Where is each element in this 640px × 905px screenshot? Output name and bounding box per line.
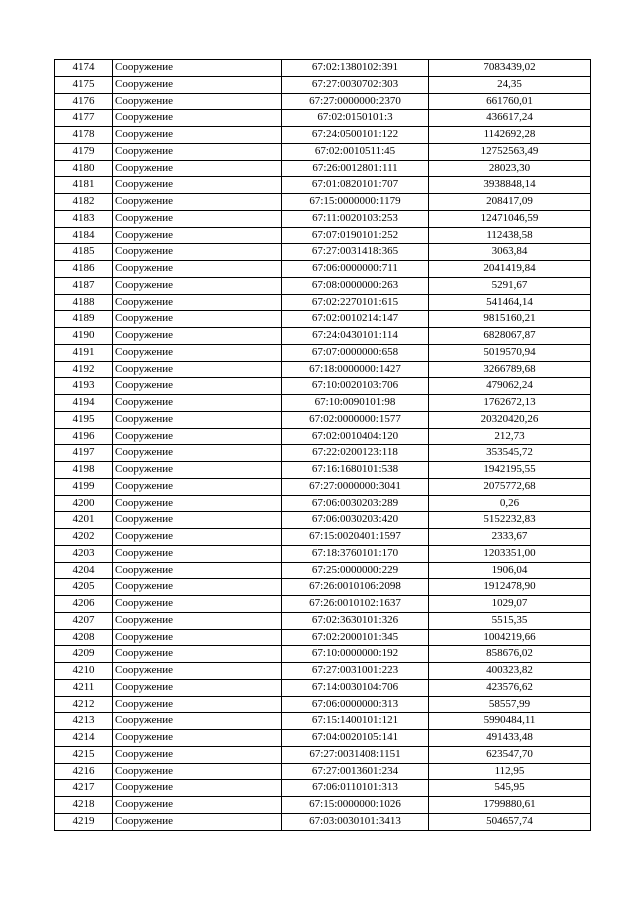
cadastral-value-cell: 1004219,66 [429,629,591,646]
row-number-cell: 4207 [55,612,113,629]
table-row [55,60,591,77]
table-row [55,160,591,177]
cadastral-value-cell: 479062,24 [429,378,591,395]
object-type-cell: Сооружение [113,730,282,747]
row-number-cell: 4188 [55,294,113,311]
object-type-cell: Сооружение [113,663,282,680]
row-number-cell: 4196 [55,428,113,445]
object-type-cell: Сооружение [113,411,282,428]
cadastral-number-cell: 67:02:2000101:345 [282,629,429,646]
registry-table [54,59,591,831]
row-number-cell: 4201 [55,512,113,529]
table-row [55,261,591,278]
cadastral-value-cell: 9815160,21 [429,311,591,328]
cadastral-value-cell: 1942195,55 [429,462,591,479]
object-type-cell: Сооружение [113,545,282,562]
object-type-cell: Сооружение [113,746,282,763]
object-type-cell: Сооружение [113,361,282,378]
row-number-cell: 4217 [55,780,113,797]
cadastral-value-cell: 545,95 [429,780,591,797]
table-row [55,813,591,830]
object-type-cell: Сооружение [113,529,282,546]
table-row [55,696,591,713]
cadastral-number-cell: 67:15:0000000:1026 [282,797,429,814]
cadastral-value-cell: 20320420,26 [429,411,591,428]
cadastral-value-cell: 3266789,68 [429,361,591,378]
row-number-cell: 4206 [55,596,113,613]
cadastral-number-cell: 67:02:0150101:3 [282,110,429,127]
table-row [55,562,591,579]
table-row [55,328,591,345]
object-type-cell: Сооружение [113,227,282,244]
object-type-cell: Сооружение [113,428,282,445]
row-number-cell: 4183 [55,210,113,227]
row-number-cell: 4219 [55,813,113,830]
cadastral-number-cell: 67:18:0000000:1427 [282,361,429,378]
row-number-cell: 4198 [55,462,113,479]
row-number-cell: 4197 [55,445,113,462]
table-row [55,143,591,160]
object-type-cell: Сооружение [113,194,282,211]
object-type-cell: Сооружение [113,210,282,227]
cadastral-number-cell: 67:25:0000000:229 [282,562,429,579]
object-type-cell: Сооружение [113,311,282,328]
table-row [55,227,591,244]
cadastral-number-cell: 67:15:1400101:121 [282,713,429,730]
table-row [55,663,591,680]
row-number-cell: 4195 [55,411,113,428]
cadastral-value-cell: 1799880,61 [429,797,591,814]
cadastral-value-cell: 3938848,14 [429,177,591,194]
cadastral-number-cell: 67:18:3760101:170 [282,545,429,562]
table-row [55,478,591,495]
object-type-cell: Сооружение [113,629,282,646]
row-number-cell: 4213 [55,713,113,730]
table-row [55,713,591,730]
cadastral-value-cell: 858676,02 [429,646,591,663]
cadastral-value-cell: 1906,04 [429,562,591,579]
row-number-cell: 4218 [55,797,113,814]
table-row [55,110,591,127]
object-type-cell: Сооружение [113,244,282,261]
object-type-cell: Сооружение [113,713,282,730]
table-row [55,428,591,445]
cadastral-number-cell: 67:27:0031001:223 [282,663,429,680]
cadastral-number-cell: 67:02:0000000:1577 [282,411,429,428]
row-number-cell: 4215 [55,746,113,763]
cadastral-number-cell: 67:10:0090101:98 [282,395,429,412]
cadastral-value-cell: 1762672,13 [429,395,591,412]
row-number-cell: 4191 [55,344,113,361]
row-number-cell: 4186 [55,261,113,278]
table-row [55,93,591,110]
cadastral-value-cell: 1912478,90 [429,579,591,596]
cadastral-value-cell: 423576,62 [429,679,591,696]
table-row [55,596,591,613]
object-type-cell: Сооружение [113,143,282,160]
table-row [55,780,591,797]
row-number-cell: 4192 [55,361,113,378]
cadastral-number-cell: 67:01:0820101:707 [282,177,429,194]
table-row [55,210,591,227]
cadastral-number-cell: 67:10:0020103:706 [282,378,429,395]
row-number-cell: 4193 [55,378,113,395]
cadastral-number-cell: 67:06:0110101:313 [282,780,429,797]
cadastral-number-cell: 67:02:0010511:45 [282,143,429,160]
cadastral-value-cell: 5990484,11 [429,713,591,730]
row-number-cell: 4211 [55,679,113,696]
table-row [55,746,591,763]
cadastral-value-cell: 5515,35 [429,612,591,629]
table-row [55,545,591,562]
cadastral-number-cell: 67:15:0020401:1597 [282,529,429,546]
cadastral-value-cell: 112438,58 [429,227,591,244]
object-type-cell: Сооружение [113,763,282,780]
table-row [55,462,591,479]
object-type-cell: Сооружение [113,562,282,579]
row-number-cell: 4189 [55,311,113,328]
cadastral-number-cell: 67:27:0000000:3041 [282,478,429,495]
object-type-cell: Сооружение [113,679,282,696]
cadastral-number-cell: 67:26:0010106:2098 [282,579,429,596]
object-type-cell: Сооружение [113,344,282,361]
table-row [55,445,591,462]
object-type-cell: Сооружение [113,512,282,529]
row-number-cell: 4184 [55,227,113,244]
table-row [55,512,591,529]
table-row [55,646,591,663]
object-type-cell: Сооружение [113,294,282,311]
object-type-cell: Сооружение [113,696,282,713]
cadastral-number-cell: 67:27:0031418:365 [282,244,429,261]
cadastral-value-cell: 212,73 [429,428,591,445]
cadastral-value-cell: 58557,99 [429,696,591,713]
row-number-cell: 4214 [55,730,113,747]
cadastral-value-cell: 541464,14 [429,294,591,311]
row-number-cell: 4177 [55,110,113,127]
row-number-cell: 4202 [55,529,113,546]
cadastral-number-cell: 67:03:0030101:3413 [282,813,429,830]
cadastral-number-cell: 67:16:1680101:538 [282,462,429,479]
row-number-cell: 4174 [55,60,113,77]
cadastral-value-cell: 2075772,68 [429,478,591,495]
object-type-cell: Сооружение [113,127,282,144]
row-number-cell: 4181 [55,177,113,194]
cadastral-number-cell: 67:02:2270101:615 [282,294,429,311]
row-number-cell: 4210 [55,663,113,680]
cadastral-value-cell: 2041419,84 [429,261,591,278]
row-number-cell: 4180 [55,160,113,177]
row-number-cell: 4212 [55,696,113,713]
cadastral-value-cell: 1029,07 [429,596,591,613]
row-number-cell: 4190 [55,328,113,345]
object-type-cell: Сооружение [113,277,282,294]
cadastral-number-cell: 67:22:0200123:118 [282,445,429,462]
object-type-cell: Сооружение [113,780,282,797]
cadastral-number-cell: 67:10:0000000:192 [282,646,429,663]
row-number-cell: 4194 [55,395,113,412]
row-number-cell: 4208 [55,629,113,646]
row-number-cell: 4175 [55,76,113,93]
table-row [55,378,591,395]
object-type-cell: Сооружение [113,462,282,479]
cadastral-number-cell: 67:02:0010404:120 [282,428,429,445]
cadastral-number-cell: 67:06:0030203:420 [282,512,429,529]
cadastral-value-cell: 5019570,94 [429,344,591,361]
table-row [55,127,591,144]
table-row [55,395,591,412]
object-type-cell: Сооружение [113,813,282,830]
table-row [55,629,591,646]
table-row [55,529,591,546]
cadastral-value-cell: 3063,84 [429,244,591,261]
row-number-cell: 4216 [55,763,113,780]
object-type-cell: Сооружение [113,646,282,663]
registry-table-body [55,60,591,831]
table-row [55,344,591,361]
object-type-cell: Сооружение [113,60,282,77]
cadastral-number-cell: 67:27:0000000:2370 [282,93,429,110]
row-number-cell: 4179 [55,143,113,160]
row-number-cell: 4199 [55,478,113,495]
cadastral-value-cell: 12752563,49 [429,143,591,160]
row-number-cell: 4176 [55,93,113,110]
cadastral-value-cell: 400323,82 [429,663,591,680]
cadastral-value-cell: 504657,74 [429,813,591,830]
cadastral-value-cell: 1203351,00 [429,545,591,562]
cadastral-number-cell: 67:14:0030104:706 [282,679,429,696]
cadastral-value-cell: 353545,72 [429,445,591,462]
cadastral-number-cell: 67:27:0031408:1151 [282,746,429,763]
table-row [55,612,591,629]
cadastral-number-cell: 67:08:0000000:263 [282,277,429,294]
cadastral-value-cell: 2333,67 [429,529,591,546]
cadastral-value-cell: 28023,30 [429,160,591,177]
cadastral-number-cell: 67:07:0000000:658 [282,344,429,361]
cadastral-number-cell: 67:27:0030702:303 [282,76,429,93]
cadastral-value-cell: 436617,24 [429,110,591,127]
cadastral-value-cell: 7083439,02 [429,60,591,77]
object-type-cell: Сооружение [113,261,282,278]
row-number-cell: 4178 [55,127,113,144]
cadastral-number-cell: 67:06:0000000:711 [282,261,429,278]
row-number-cell: 4185 [55,244,113,261]
row-number-cell: 4205 [55,579,113,596]
object-type-cell: Сооружение [113,395,282,412]
cadastral-number-cell: 67:02:0010214:147 [282,311,429,328]
object-type-cell: Сооружение [113,797,282,814]
cadastral-value-cell: 491433,48 [429,730,591,747]
object-type-cell: Сооружение [113,378,282,395]
cadastral-value-cell: 661760,01 [429,93,591,110]
cadastral-value-cell: 112,95 [429,763,591,780]
table-row [55,763,591,780]
cadastral-value-cell: 208417,09 [429,194,591,211]
object-type-cell: Сооружение [113,495,282,512]
table-row [55,495,591,512]
table-row [55,277,591,294]
table-row [55,294,591,311]
cadastral-number-cell: 67:04:0020105:141 [282,730,429,747]
table-row [55,311,591,328]
cadastral-value-cell: 5291,67 [429,277,591,294]
row-number-cell: 4200 [55,495,113,512]
cadastral-number-cell: 67:11:0020103:253 [282,210,429,227]
table-row [55,579,591,596]
cadastral-number-cell: 67:27:0013601:234 [282,763,429,780]
table-row [55,76,591,93]
cadastral-value-cell: 623547,70 [429,746,591,763]
cadastral-number-cell: 67:06:0000000:313 [282,696,429,713]
cadastral-value-cell: 1142692,28 [429,127,591,144]
table-row [55,244,591,261]
cadastral-number-cell: 67:24:0430101:114 [282,328,429,345]
table-row [55,679,591,696]
row-number-cell: 4209 [55,646,113,663]
cadastral-value-cell: 5152232,83 [429,512,591,529]
cadastral-number-cell: 67:15:0000000:1179 [282,194,429,211]
object-type-cell: Сооружение [113,445,282,462]
object-type-cell: Сооружение [113,110,282,127]
table-row [55,361,591,378]
table-row [55,730,591,747]
cadastral-number-cell: 67:24:0500101:122 [282,127,429,144]
cadastral-value-cell: 0,26 [429,495,591,512]
cadastral-number-cell: 67:07:0190101:252 [282,227,429,244]
cadastral-value-cell: 12471046,59 [429,210,591,227]
table-row [55,177,591,194]
object-type-cell: Сооружение [113,76,282,93]
object-type-cell: Сооружение [113,612,282,629]
table-row [55,411,591,428]
cadastral-number-cell: 67:02:1380102:391 [282,60,429,77]
object-type-cell: Сооружение [113,160,282,177]
object-type-cell: Сооружение [113,478,282,495]
table-row [55,194,591,211]
object-type-cell: Сооружение [113,177,282,194]
cadastral-number-cell: 67:26:0012801:111 [282,160,429,177]
row-number-cell: 4204 [55,562,113,579]
row-number-cell: 4203 [55,545,113,562]
cadastral-value-cell: 6828067,87 [429,328,591,345]
cadastral-number-cell: 67:06:0030203:289 [282,495,429,512]
cadastral-value-cell: 24,35 [429,76,591,93]
cadastral-number-cell: 67:26:0010102:1637 [282,596,429,613]
row-number-cell: 4182 [55,194,113,211]
table-row [55,797,591,814]
row-number-cell: 4187 [55,277,113,294]
object-type-cell: Сооружение [113,579,282,596]
object-type-cell: Сооружение [113,596,282,613]
cadastral-number-cell: 67:02:3630101:326 [282,612,429,629]
object-type-cell: Сооружение [113,328,282,345]
object-type-cell: Сооружение [113,93,282,110]
